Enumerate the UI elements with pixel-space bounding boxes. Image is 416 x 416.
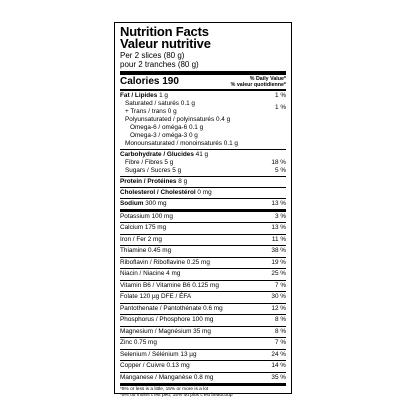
mineral-pct: 11 % — [271, 235, 286, 243]
daily-value-en: % Daily Value* — [249, 76, 286, 82]
mineral-row — [120, 361, 286, 372]
fat-row — [120, 92, 286, 100]
sodium-label: Sodium — [120, 199, 144, 207]
mineral-pct: 19 % — [271, 258, 286, 266]
calories-label: Calories 190 — [120, 76, 179, 87]
title-fr: Valeur nutritive — [120, 36, 211, 51]
sugars-row — [120, 167, 286, 175]
mineral-pct: 13 % — [271, 224, 286, 231]
mineral-label: Folate 120 µg DFE / ÉFA — [120, 293, 192, 300]
sodium-amount: 300 mg — [145, 199, 167, 207]
mineral-row — [120, 338, 286, 349]
mineral-row — [120, 315, 286, 326]
mineral-label: Thiamine 0.45 mg — [120, 247, 172, 254]
mineral-row — [120, 212, 286, 223]
divider-thick — [120, 383, 286, 386]
title-en: Nutrition Facts — [120, 24, 209, 39]
mineral-row — [120, 223, 286, 234]
omega6-row: Omega-6 / oméga-6 0.1 g — [130, 123, 204, 131]
protein-row — [120, 177, 286, 187]
mineral-row — [120, 281, 286, 292]
cholesterol-amount: 0 mg — [197, 188, 212, 196]
mineral-label: Potassium 100 mg — [120, 212, 173, 220]
mineral-label: Iron / Fer 2 mg — [120, 235, 162, 243]
fat-label: Fat / Lipides — [120, 91, 158, 99]
minerals-list — [120, 212, 286, 384]
sodium-row — [120, 199, 286, 209]
carb-block — [120, 150, 286, 175]
mineral-row — [120, 327, 286, 338]
footnote-fr: *5% ou moins c'est peu, 15% ou plus c'est beaucoup — [120, 393, 233, 398]
fibre-label: Fibre / Fibres 5 g — [125, 158, 174, 166]
fat-block — [120, 91, 286, 148]
protein-amount: 8 g — [178, 177, 188, 185]
nutrition-facts-panel — [114, 22, 292, 398]
carb-row — [120, 151, 286, 159]
sugars-pct: 5 % — [274, 166, 286, 174]
mineral-label: Magnesium / Magnésium 35 mg — [120, 327, 211, 335]
mineral-pct: 8 % — [274, 327, 286, 335]
fibre-pct: 18 % — [271, 158, 286, 166]
mineral-label: Zinc 0.75 mg — [120, 339, 157, 346]
daily-value-header — [231, 76, 286, 88]
mineral-pct: 35 % — [271, 373, 286, 381]
mineral-row — [120, 258, 286, 269]
sodium-pct: 13 % — [271, 199, 286, 207]
fat-pct: 1 % — [274, 91, 286, 99]
mineral-label: Pantothenate / Pantothénate 0.6 mg — [120, 304, 223, 312]
mineral-row — [120, 350, 286, 361]
mineral-pct: 12 % — [271, 304, 286, 312]
mineral-label: Manganese / Manganèse 0.8 mg — [120, 373, 214, 381]
mineral-label: Selenium / Sélénium 13 µg — [120, 350, 197, 358]
poly-row: Polyunsaturated / polyinsaturés 0.4 g — [125, 115, 231, 123]
mineral-row — [120, 373, 286, 384]
calories-row — [120, 75, 286, 89]
mineral-pct: 14 % — [271, 362, 286, 369]
mineral-label: Calcium 175 mg — [120, 224, 167, 231]
mineral-label: Copper / Cuivre 0.13 mg — [120, 362, 190, 369]
mineral-row — [120, 304, 286, 315]
daily-value-fr: % valeur quotidienne* — [230, 82, 286, 88]
mineral-row — [120, 235, 286, 246]
serving-size — [120, 51, 286, 69]
mineral-row — [120, 292, 286, 303]
mineral-label: Phosphorus / Phosphore 100 mg — [120, 316, 214, 323]
cholesterol-row — [120, 188, 286, 198]
saturated-row: Saturated / saturés 0.1 g — [125, 99, 195, 107]
mono-row: Monounsaturated / monoinsaturés 0.1 g — [125, 139, 238, 147]
mineral-pct: 8 % — [274, 316, 286, 323]
mineral-pct: 3 % — [274, 212, 286, 220]
mineral-pct: 25 % — [271, 270, 286, 277]
mineral-label: Niacin / Niacine 4 mg — [120, 270, 181, 277]
cholesterol-label: Cholesterol / Cholestérol — [120, 188, 196, 196]
mineral-pct: 24 % — [271, 350, 286, 358]
sugars-label: Sugars / Sucres 5 g — [125, 166, 182, 174]
serving-en: Per 2 slices (80 g) — [120, 51, 185, 60]
fat-amount: 1 g — [159, 91, 168, 99]
footnote-en: *5% or less is a little, 15% or more is a lot — [120, 387, 209, 392]
mineral-row — [120, 246, 286, 257]
mineral-pct: 7 % — [274, 281, 286, 289]
mineral-label: Riboflavin / Riboflavine 0.25 mg — [120, 258, 210, 266]
serving-fr: pour 2 tranches (80 g) — [120, 60, 199, 69]
mineral-pct: 38 % — [271, 247, 286, 254]
mineral-label: Vitamin B6 / Vitamine B6 0.125 mg — [120, 281, 219, 289]
protein-label: Protein / Protéines — [120, 177, 177, 185]
carb-amount: 41 g — [195, 150, 209, 158]
sat-trans-pct: 1 % — [274, 103, 286, 111]
mineral-pct: 30 % — [271, 293, 286, 300]
omega3-row: Omega-3 / oméga-3 0 g — [130, 131, 198, 139]
carb-label: Carbohydrate / Glucides — [120, 150, 194, 158]
mineral-pct: 7 % — [274, 339, 286, 346]
trans-row: + Trans / trans 0 g — [125, 107, 177, 115]
fibre-row — [120, 159, 286, 167]
mineral-row — [120, 269, 286, 280]
footnote — [120, 387, 286, 399]
